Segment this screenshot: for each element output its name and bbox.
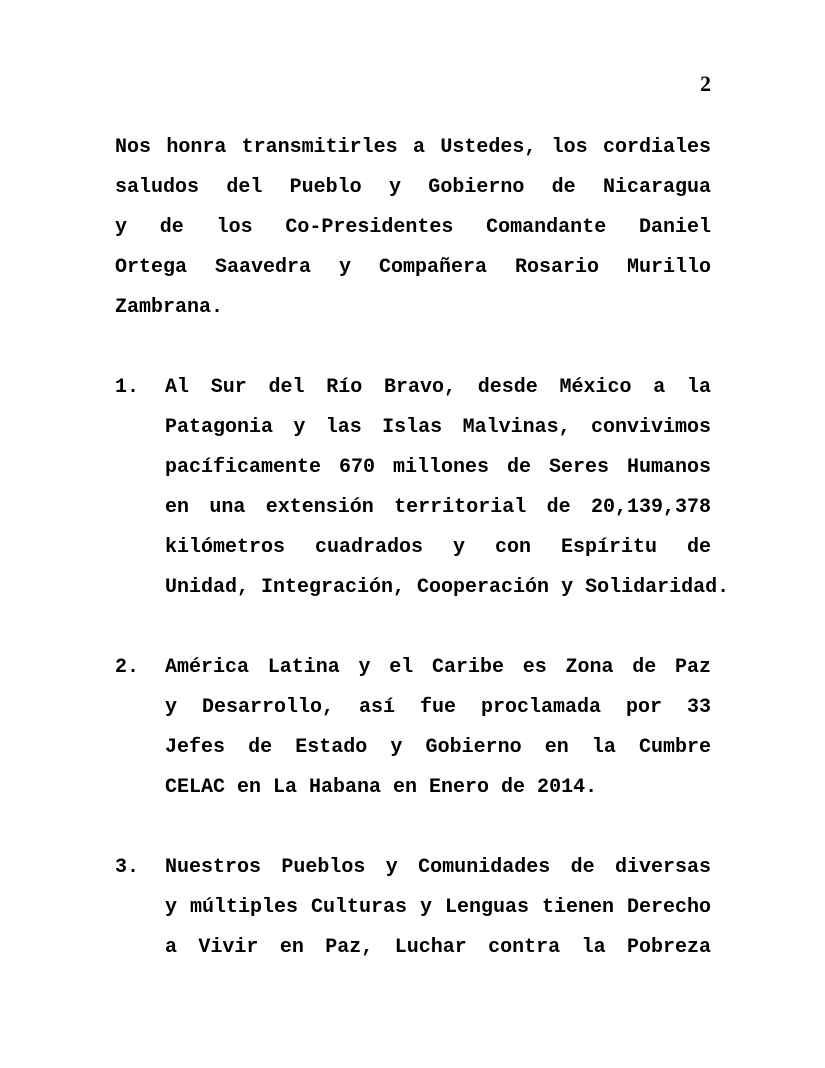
numbered-paragraph <box>115 848 711 968</box>
text-line: Patagonia y las Islas Malvinas, convivimos <box>165 416 711 439</box>
text-line: América Latina y el Caribe es Zona de Paz <box>165 656 711 679</box>
text-line: a Vivir en Paz, Luchar contra la Pobreza <box>165 936 711 959</box>
text-line: Ortega Saavedra y Compañera Rosario Murillo <box>115 256 711 279</box>
numbered-paragraph <box>115 368 730 608</box>
text-line: saludos del Pueblo y Gobierno de Nicaragua <box>115 176 711 199</box>
list-number: 1. <box>115 376 140 399</box>
text-line: y Desarrollo, así fue proclamada por 33 <box>165 696 711 719</box>
text-line: y de los Co-Presidentes Comandante Daniel <box>115 216 711 239</box>
text-line: pacíficamente 670 millones de Seres Humanos <box>165 456 711 479</box>
text-line: y múltiples Culturas y Lenguas tienen Derecho <box>165 896 711 919</box>
text-line: Unidad, Integración, Cooperación y Solidaridad. <box>165 576 730 599</box>
list-number: 2. <box>115 656 140 679</box>
text-line: Jefes de Estado y Gobierno en la Cumbre <box>165 736 711 759</box>
document-body <box>115 128 730 968</box>
list-number: 3. <box>115 856 140 879</box>
numbered-paragraph <box>115 648 711 808</box>
page-number: 2 <box>700 71 711 96</box>
text-line: Zambrana. <box>115 296 224 319</box>
paragraph <box>115 128 711 328</box>
text-line: Nuestros Pueblos y Comunidades de diversas <box>165 856 711 879</box>
text-line: CELAC en La Habana en Enero de 2014. <box>165 776 598 799</box>
text-line: kilómetros cuadrados y con Espíritu de <box>165 536 711 559</box>
text-line: en una extensión territorial de 20,139,378 <box>165 496 711 519</box>
text-line: Al Sur del Río Bravo, desde México a la <box>165 376 711 399</box>
text-line: Nos honra transmitirles a Ustedes, los cordiales <box>115 136 711 159</box>
